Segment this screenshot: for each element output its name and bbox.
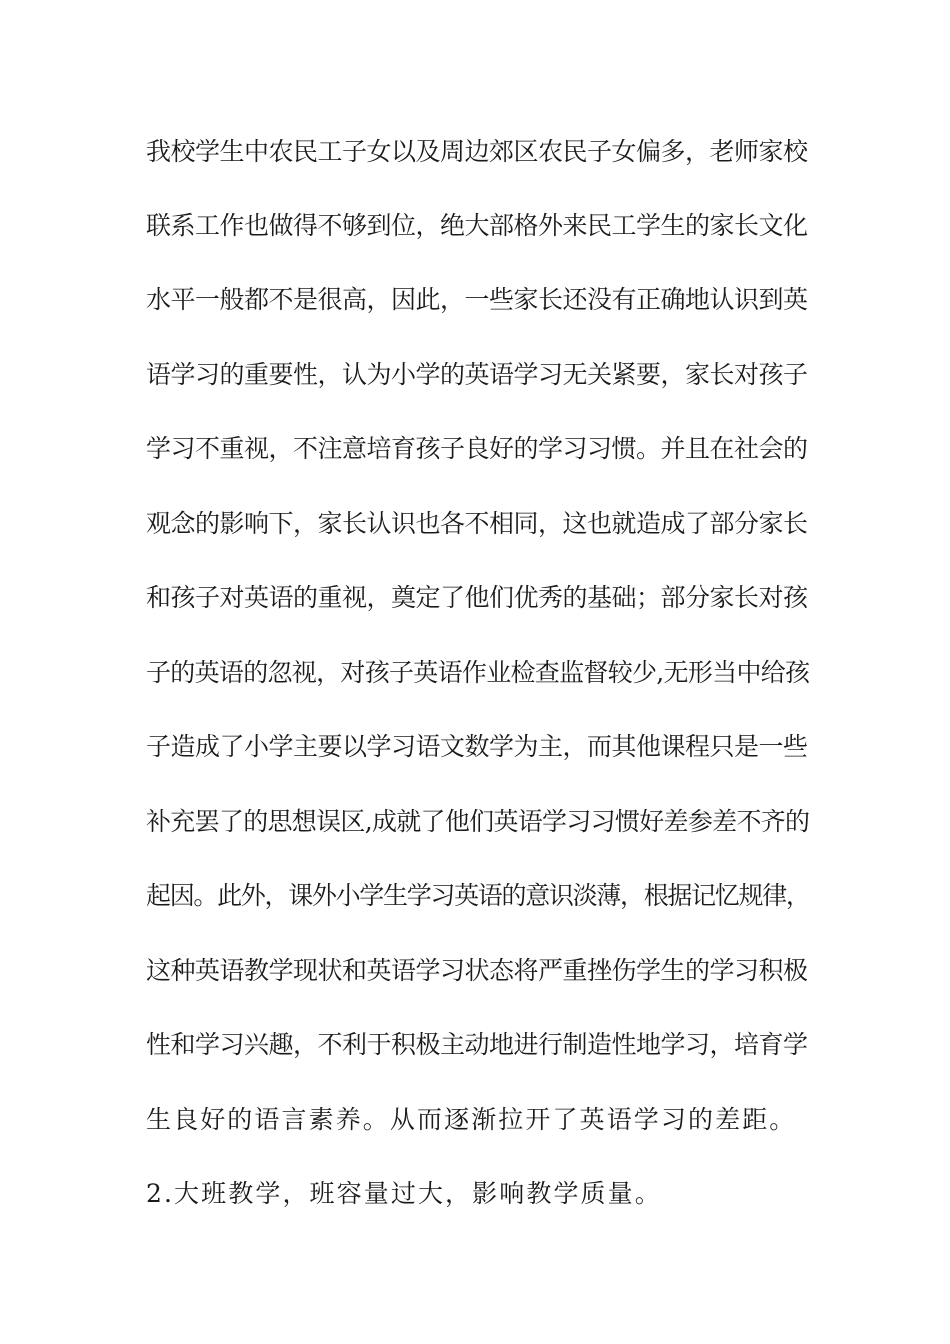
paragraph-line: 补充罢了的思想误区,成就了他们英语学习习惯好差参差不齐的 bbox=[146, 807, 810, 836]
paragraph-line: 水平一般都不是很高，因此，一些家长还没有正确地认识到英 bbox=[146, 285, 808, 314]
paragraph-line: 性和学习兴趣，不利于积极主动地进行制造性地学习，培育学 bbox=[146, 1030, 808, 1059]
paragraph-line: 这种英语教学现状和英语学习状态将严重挫伤学生的学习积极 bbox=[146, 956, 808, 985]
paragraph-line: 观念的影响下，家长认识也各不相同，这也就造成了部分家长 bbox=[146, 509, 808, 538]
paragraph-line: 我校学生中农民工子女以及周边郊区农民子女偏多，老师家校 bbox=[146, 137, 808, 166]
paragraph-line: 联系工作也做得不够到位，绝大部格外来民工学生的家长文化 bbox=[146, 211, 808, 240]
paragraph-line: 起因。此外，课外小学生学习英语的意识淡薄，根据记忆规律， bbox=[146, 881, 810, 910]
paragraph-line: 子造成了小学主要以学习语文数学为主，而其他课程只是一些 bbox=[146, 732, 808, 761]
paragraph-line: 和孩子对英语的重视，奠定了他们优秀的基础；部分家长对孩 bbox=[146, 583, 808, 612]
paragraph-line: 学习不重视，不注意培育孩子良好的学习习惯。并且在社会的 bbox=[146, 434, 808, 463]
paragraph-line: 语学习的重要性，认为小学的英语学习无关紧要，家长对孩子 bbox=[146, 360, 808, 389]
paragraph-line: 子的英语的忽视，对孩子英语作业检查监督较少,无形当中给孩 bbox=[146, 658, 810, 687]
paragraph-line: 生良好的语言素养。从而逐渐拉开了英语学习的差距。 bbox=[146, 1105, 797, 1134]
section-heading: 2.大班教学，班容量过大，影响教学质量。 bbox=[146, 1179, 662, 1208]
